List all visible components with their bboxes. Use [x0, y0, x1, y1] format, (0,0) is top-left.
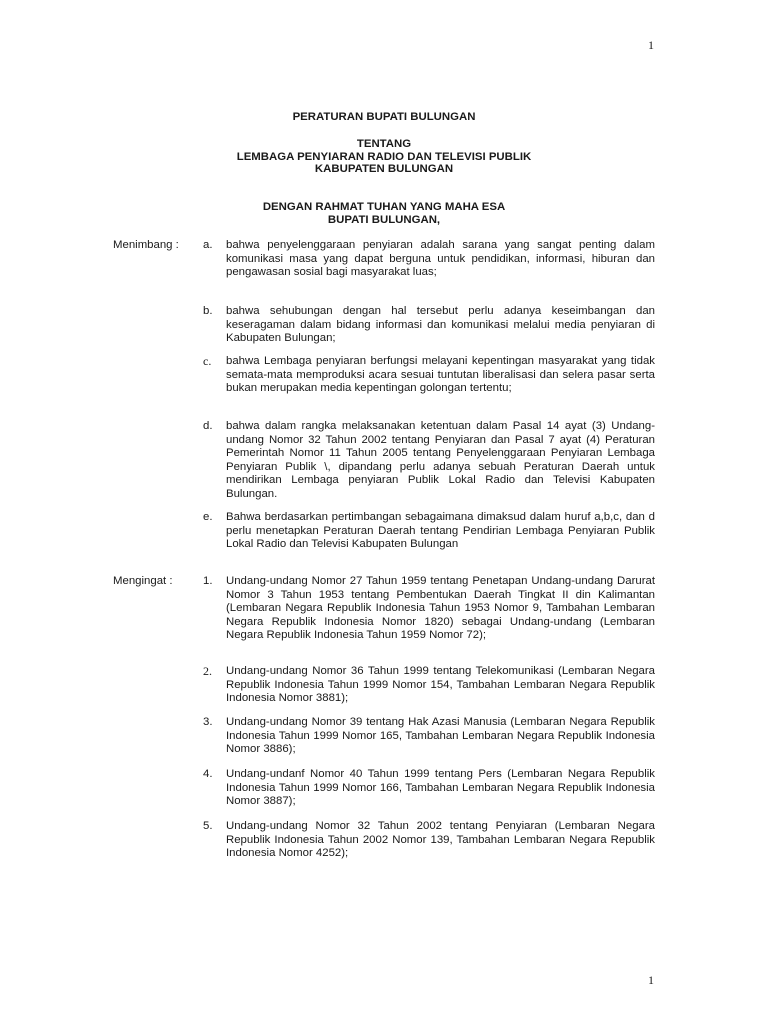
- page-number-top: 1: [648, 38, 654, 52]
- item-marker: e.: [203, 511, 213, 523]
- regulation-title: PERATURAN BUPATI BULUNGAN: [292, 111, 476, 123]
- preamble-heading: DENGAN RAHMAT TUHAN YANG MAHA ESA: [262, 201, 506, 213]
- item-marker: 4.: [203, 768, 213, 780]
- item-text: bahwa dalam rangka melaksanakan ketentuan dalam Pasal 14 ayat (3) Undang-undang Nomor 32 Tahun 2002 tentang Penyiaran dan Pasal 7 ayat (4) Peraturan Pemerintah Nomor 11 Tahun 2005 tentang Penyelenggaraan Penyiaran Lembaga Penyiaran Publik \, dipandang perlu adanya sebuah Peraturan Daerah untuk mendirikan Lembaga penyiaran Publik Lokal Radio dan Televisi Kabupaten Bulungan.: [226, 420, 655, 500]
- regent-heading: BUPATI BULUNGAN,: [327, 214, 441, 226]
- item-text: bahwa penyelenggaraan penyiaran adalah sarana yang sangat penting dalam komunikasi masa yang dapat berguna untuk pendidikan, informasi, hiburan dan pengawasan sosial bagi masyarakat luas;: [226, 239, 655, 278]
- item-text: bahwa sehubungan dengan hal tersebut perlu adanya keseimbangan dan keseragaman dalam bidang informasi dan komunikasi melalui media penyiaran di Kabupaten Bulungan;: [226, 305, 655, 344]
- mengingat-label: Mengingat :: [113, 575, 173, 587]
- item-text: Undang-undang Nomor 32 Tahun 2002 tentang Penyiaran (Lembaran Negara Republik Indonesia Tahun 2002 Nomor 139, Tambahan Lembaran Negara Republik Indonesia Nomor 4252);: [226, 820, 655, 859]
- item-marker: a.: [203, 239, 213, 251]
- regency-heading: KABUPATEN BULUNGAN: [314, 163, 454, 175]
- item-text: Undang-undang Nomor 36 Tahun 1999 tentang Telekomunikasi (Lembaran Negara Republik Indonesia Tahun 1999 Nomor 154, Tambahan Lembaran Negara Republik Indonesia Nomor 3881);: [226, 665, 655, 704]
- menimbang-label: Menimbang :: [113, 239, 179, 251]
- item-text: bahwa Lembaga penyiaran berfungsi melayani kepentingan masyarakat yang tidak semata-mata memproduksi acara sesuai tuntutan liberalisasi dan selera pasar serta bukan merupakan media kepentingan golongan tertentu;: [226, 355, 655, 394]
- item-text: Bahwa berdasarkan pertimbangan sebagaimana dimaksud dalam huruf a,b,c, dan d perlu menetapkan Peraturan Daerah tentang Pendirian Lembaga Penyiaran Publik Lokal Radio dan Televisi Kabupaten Bulungan: [226, 511, 655, 550]
- item-marker: 3.: [203, 716, 213, 728]
- item-marker: 1.: [203, 575, 213, 587]
- item-marker: 2.: [203, 664, 212, 678]
- item-text: Undang-undanf Nomor 40 Tahun 1999 tentang Pers (Lembaran Negara Republik Indonesia Tahun 1999 Nomor 166, Tambahan Lembaran Negara Republik Indonesia Nomor 3887);: [226, 768, 655, 807]
- page-number-bottom: 1: [648, 973, 654, 987]
- subject-heading: LEMBAGA PENYIARAN RADIO DAN TELEVISI PUBLIK: [236, 151, 532, 163]
- item-marker: 5.: [203, 820, 213, 832]
- item-marker: d.: [203, 420, 213, 432]
- item-text: Undang-undang Nomor 27 Tahun 1959 tentang Penetapan Undang-undang Darurat Nomor 3 Tahun 1953 tentang Pembentukan Daerah Tingkat II din Kalimantan (Lembaran Negara Republik Indonesia Tahun 1953 Nomor 9, Tambahan Lembaran Negara Republik Indonesia Nomor 1820) sebagai Undang-undang (Lembaran Negara Republik Indonesia Tahun 1959 Nomor 72);: [226, 575, 655, 641]
- item-marker: b.: [203, 305, 213, 317]
- item-text: Undang-undang Nomor 39 tentang Hak Azasi Manusia (Lembaran Negara Republik Indonesia Tahun 1999 Nomor 165, Tambahan Lembaran Negara Republik Indonesia Nomor 3886);: [226, 716, 655, 755]
- item-marker: c.: [203, 354, 212, 368]
- tentang-heading: TENTANG: [356, 138, 412, 150]
